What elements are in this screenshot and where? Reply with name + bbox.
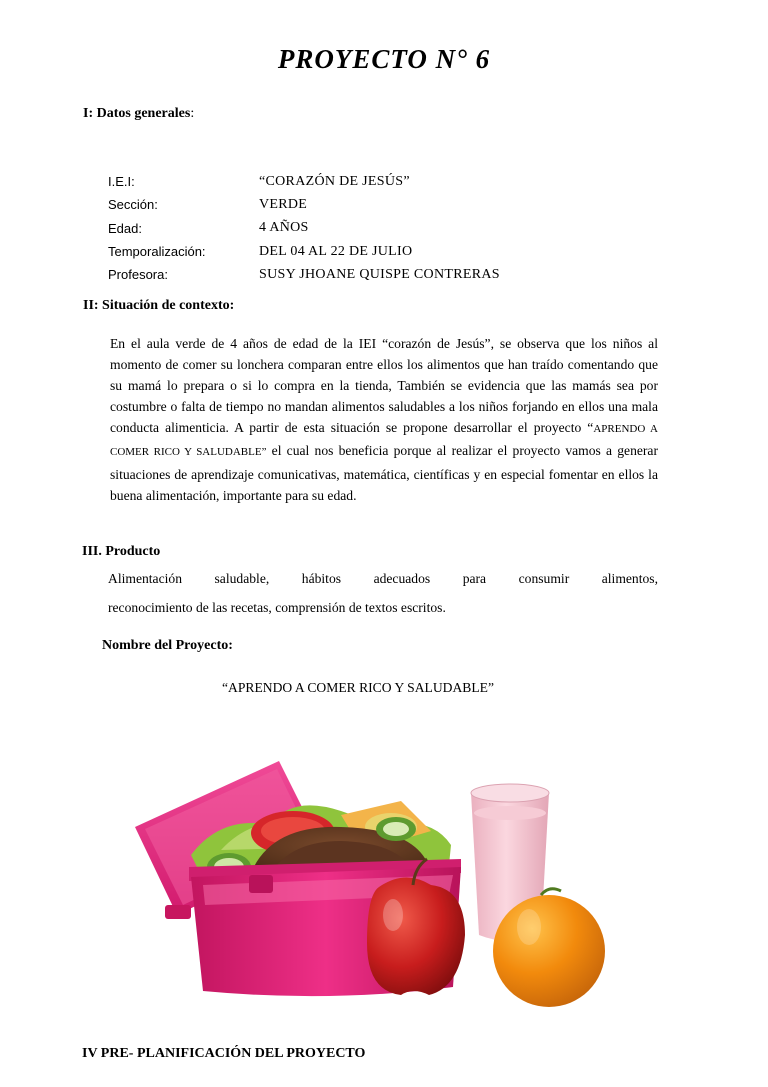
lunchbox-photo: [131, 755, 655, 1020]
product-line-2: reconocimiento de las recetas, comprensión de textos escritos.: [108, 600, 446, 615]
context-project-small-caps: APRENDO A COMER RICO Y SALUDABLE”: [110, 423, 658, 459]
general-label: Edad:: [108, 220, 142, 236]
section-heading-preplanning: IV PRE- PLANIFICACIÓN DEL PROYECTO: [82, 1046, 366, 1061]
section-heading-context: II: Situación de contexto:: [83, 298, 235, 313]
product-word: alimentos,: [601, 571, 658, 586]
context-text-a: En el aula verde de 4 años de edad de la IEI “corazón de Jesús”, se observa que los niños al momento de comer su lonchera comparan entre ellos los alimentos que han traído comentando que su mamá lo prepara o si lo compra en la tienda, También se evidencia que las mamás sea por costumbre o falta de tiempo no mandan alimentos saludables a los niños forjando en ellos una mala conducta alimenticia. A partir de esta situación se propone desarrollar el proyecto “: [110, 336, 658, 436]
page-title: PROYECTO N° 6: [277, 44, 491, 74]
general-row-profesora: [108, 263, 500, 286]
product-word: para: [462, 571, 487, 586]
section-heading-text: I: Datos generales: [83, 106, 191, 121]
general-value: VERDE: [259, 196, 308, 212]
heading-colon: :: [190, 106, 195, 121]
product-line-1: [108, 571, 658, 587]
general-row-iei: [108, 170, 500, 193]
general-label: Sección:: [108, 197, 158, 213]
general-row-seccion: [108, 193, 500, 216]
project-name-value: “APRENDO A COMER RICO Y SALUDABLE”: [222, 680, 495, 695]
general-label: Temporalización:: [108, 244, 206, 260]
general-data-list: [108, 170, 500, 286]
general-value: “CORAZÓN DE JESÚS”: [259, 173, 410, 189]
general-value: SUSY JHOANE QUISPE CONTRERAS: [259, 266, 500, 282]
product-word: Alimentación: [108, 571, 182, 586]
product-word: hábitos: [301, 571, 342, 586]
project-name-heading: Nombre del Proyecto:: [102, 638, 233, 653]
general-label: I.E.I:: [108, 174, 135, 190]
general-label: Profesora:: [108, 267, 168, 283]
context-text-b: el cual nos beneficia porque al realizar el proyecto vamos a generar situaciones de aprendizaje comunicativas, matemática, científicas y en especial fomentar en ellos la buena alimentación, importante para su edad.: [110, 443, 658, 503]
product-word: consumir: [518, 571, 570, 586]
general-value: DEL 04 AL 22 DE JULIO: [259, 243, 413, 259]
general-row-edad: [108, 217, 500, 240]
section-heading-product: III. Producto: [82, 544, 161, 559]
section-heading-general: [83, 106, 194, 122]
general-value: 4 AÑOS: [259, 220, 309, 236]
product-word: adecuados: [373, 571, 431, 586]
general-row-temporalizacion: [108, 240, 500, 263]
context-paragraph: [110, 333, 658, 506]
product-word: saludable,: [214, 571, 270, 586]
